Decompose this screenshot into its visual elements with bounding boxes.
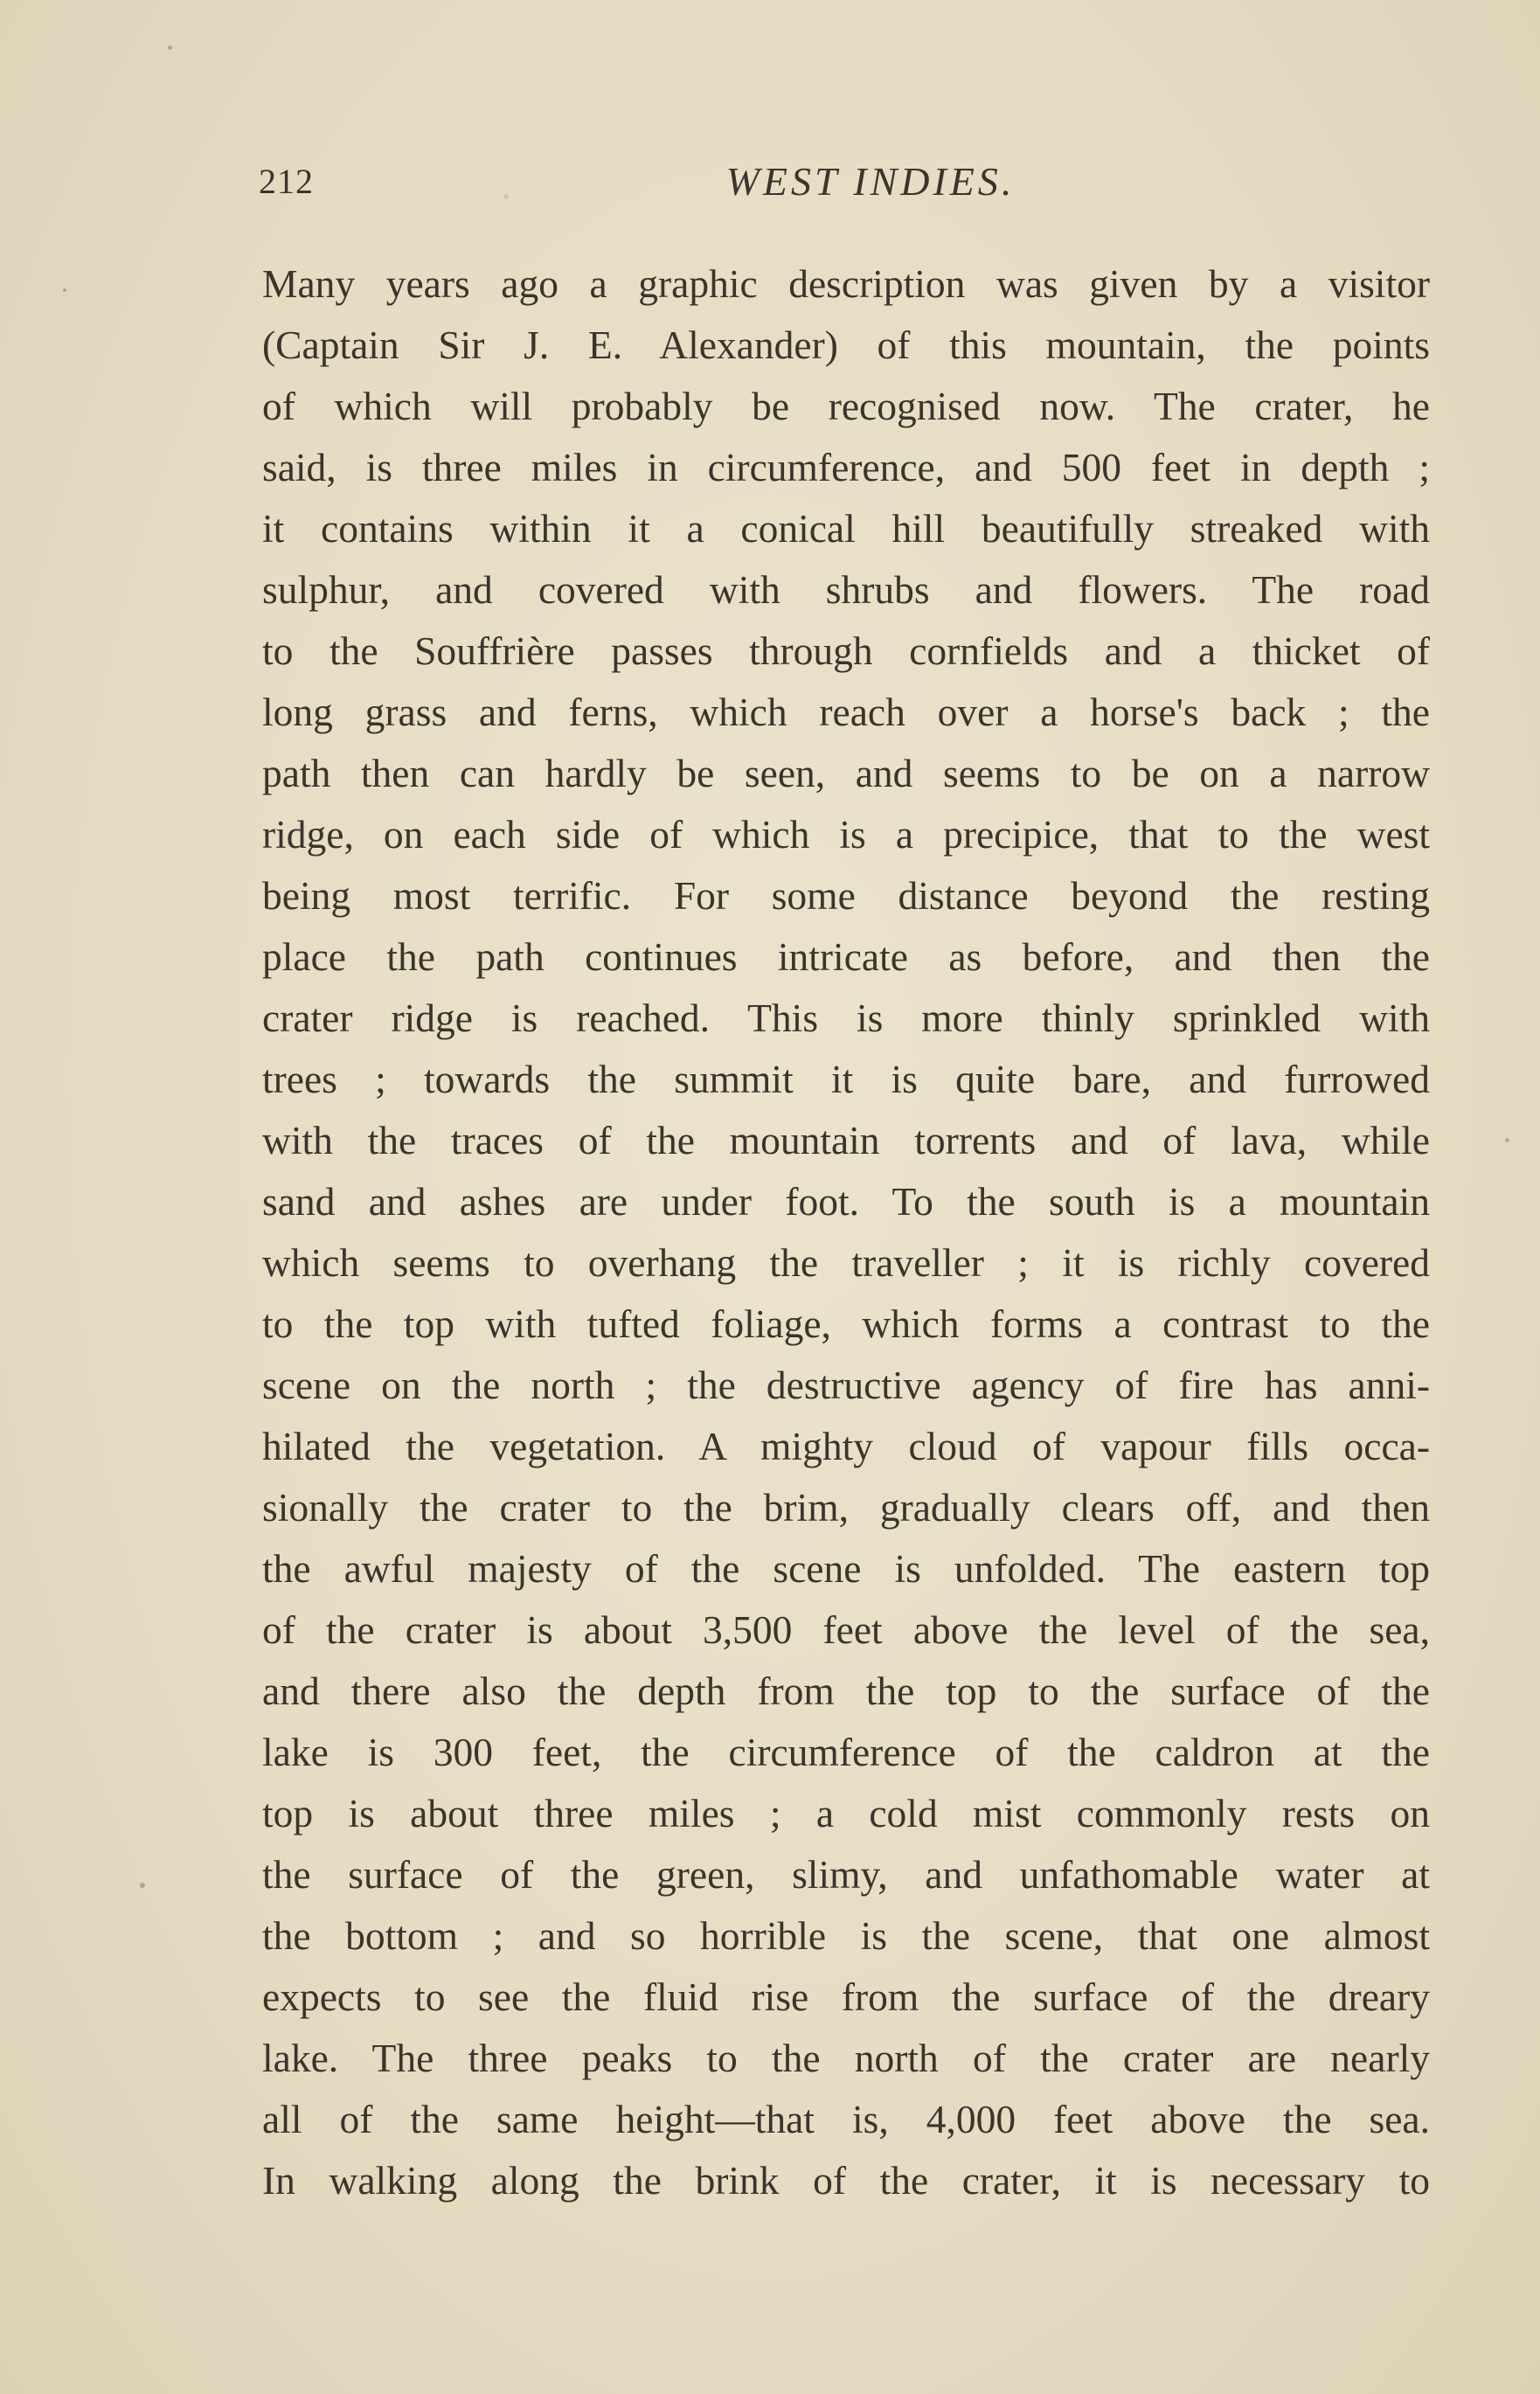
text-line: the awful majesty of the scene is unfolded. The eastern top (262, 1546, 1430, 1591)
text-line: to the Souffrière passes through cornfields and a thicket of (262, 628, 1430, 673)
text-line: sand and ashes are under foot. To the south is a mountain (262, 1179, 1430, 1224)
text-line: place the path continues intricate as before, and then the (262, 934, 1430, 979)
text-line: (Captain Sir J. E. Alexander) of this mountain, the points (262, 323, 1430, 367)
text-line: of the crater is about 3,500 feet above the level of the sea, (262, 1607, 1430, 1652)
text-line: said, is three miles in circumference, and 500 feet in depth ; (262, 445, 1430, 489)
page-number: 212 (259, 162, 314, 201)
paper-speck (63, 288, 66, 292)
text-line: path then can hardly be seen, and seems to be on a narrow (262, 751, 1430, 795)
text-line: trees ; towards the summit it is quite bare, and furrowed (262, 1057, 1430, 1101)
running-head (259, 156, 1430, 208)
text-line: the bottom ; and so horrible is the scene, that one almost (262, 1913, 1430, 1958)
body-text (262, 253, 1430, 2211)
text-line: lake. The three peaks to the north of the crater are nearly (262, 2036, 1430, 2080)
text-line: sionally the crater to the brim, gradually clears off, and then (262, 1485, 1430, 1530)
text-line: hilated the vegetation. A mighty cloud of vapour fills occa- (262, 1424, 1430, 1468)
paper-speck (1505, 1138, 1509, 1142)
text-line: top is about three miles ; a cold mist commonly rests on (262, 1791, 1430, 1835)
text-line: it contains within it a conical hill beautifully streaked with (262, 506, 1430, 551)
paper-speck (140, 1883, 145, 1888)
text-line: Many years ago a graphic description was given by a visitor (262, 261, 1430, 306)
text-line: of which will probably be recognised now. The crater, he (262, 384, 1430, 428)
text-line: sulphur, and covered with shrubs and flowers. The road (262, 567, 1430, 612)
text-line: long grass and ferns, which reach over a horse's back ; the (262, 690, 1430, 734)
text-line: and there also the depth from the top to the surface of the (262, 1669, 1430, 1713)
text-line: with the traces of the mountain torrents and of lava, while (262, 1118, 1430, 1162)
text-line: the surface of the green, slimy, and unfathomable water at (262, 1852, 1430, 1897)
text-line: lake is 300 feet, the circumference of the caldron at the (262, 1730, 1430, 1774)
text-line: ridge, on each side of which is a precipice, that to the west (262, 812, 1430, 857)
paper-speck (503, 194, 509, 199)
text-line: scene on the north ; the destructive agency of fire has anni- (262, 1363, 1430, 1407)
text-line: crater ridge is reached. This is more thinly sprinkled with (262, 996, 1430, 1040)
paper-speck (168, 45, 172, 50)
text-line: which seems to overhang the traveller ; it is richly covered (262, 1240, 1430, 1285)
text-line: In walking along the brink of the crater, it is necessary to (262, 2158, 1430, 2203)
text-line: being most terrific. For some distance beyond the resting (262, 873, 1430, 918)
text-line: to the top with tufted foliage, which forms a contrast to the (262, 1301, 1430, 1346)
text-line: all of the same height—that is, 4,000 feet above the sea. (262, 2097, 1430, 2141)
text-line: expects to see the fluid rise from the surface of the dreary (262, 1974, 1430, 2019)
running-title: WEST INDIES. (725, 159, 1016, 204)
